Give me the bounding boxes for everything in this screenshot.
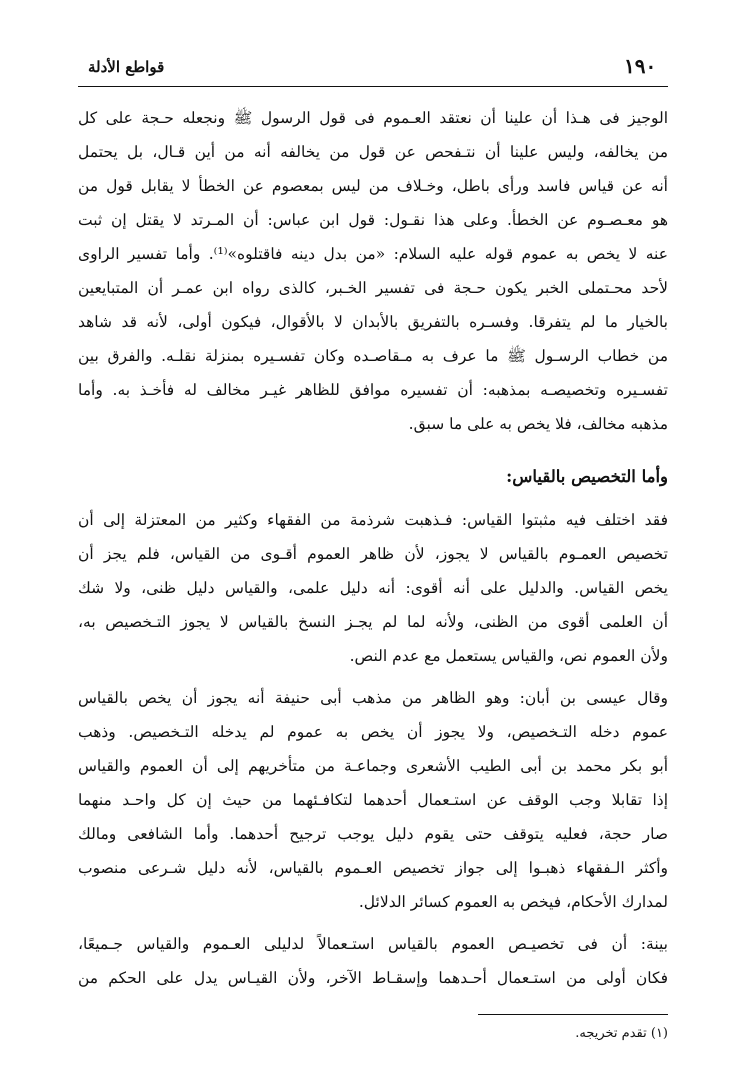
text-line: صار حجة، فعليه يتوقف حتى يقوم دليل يوجب ترجيح أحدهما. وأما الشافعى ومالك bbox=[78, 825, 668, 843]
text-line: بالخيار ما لم يتفرقا. وفسـره بالتفريق بالأبدان لا بالأقوال، فيكون أولى، لأنه قد شاهد bbox=[78, 313, 668, 331]
text-line: يخص القياس. والدليل على أنه أقوى: أنه دليل علمى، والقياس دليل ظنى، ولا شك bbox=[78, 579, 668, 597]
text-line: الوجيز فى هـذا أن علينا أن نعتقد العـموم فى قول الرسول ﷺ ونجعله حـجة على كل bbox=[78, 109, 668, 127]
text-line: تفسـيره وتخصيصـه بمذهبه: أن تفسيره موافق للظاهر غيـر مخالف له فأخـذ به. وأما bbox=[78, 381, 668, 399]
page-number: ١٩٠ bbox=[624, 54, 657, 78]
header-rule bbox=[78, 86, 668, 87]
section-heading: وأما التخصيص بالقياس: bbox=[506, 467, 668, 486]
text-line: من يخالفه، وليس علينا أن نتـفحص عن قول من يخالفه أنه من أين قـال، بل يحتمل bbox=[78, 143, 668, 161]
text-line: إذا تقابلا وجب الوقف عن استـعمال أحدهما لتكافـئهما من حيث إن كل واحـد منهما bbox=[78, 791, 668, 809]
text-line: فكان أولى من استـعمال أحـدهما وإسقـاط الآخر، ولأن القيـاس يدل على الحكم من bbox=[78, 969, 668, 987]
text-line: من خطاب الرسـول ﷺ ما عرف به مـقاصـده وكان تفسـيره بمنزلة نقلـه. والفرق بين bbox=[78, 347, 668, 365]
text-line: وأكثر الـفقهاء ذهبـوا إلى جواز تخصيص العـموم بالقياس، لأنه دليل شـرعى منصوب bbox=[78, 859, 668, 877]
text-line: وقال عيسى بن أبان: وهو الظاهر من مذهب أبى حنيفة أنه يجوز أن يخص بالقياس bbox=[78, 689, 668, 707]
footnote-rule bbox=[478, 1014, 668, 1015]
text-line: ولأن العموم نص، والقياس يستعمل مع عدم النص. bbox=[349, 647, 668, 665]
text-line: مذهبه مخالف، فلا يخص به على ما سبق. bbox=[408, 415, 668, 433]
text-line: عموم دخله التـخصيص، ولا يجوز أن يخص به عموم لم يدخله التـخصيص. وذهب bbox=[78, 723, 668, 741]
text-line: عنه لا يخص به عموم قوله عليه السلام: «من بدل دينه فاقتلوه»⁽¹⁾. وأما تفسير الراوى bbox=[78, 245, 668, 263]
running-header-title: قواطع الأدلة bbox=[88, 58, 165, 76]
text-line: هو معـصـوم عن الخطأ. وعلى هذا نقـول: قول ابن عباس: أن المـرتد لا يقتل إن ثبت bbox=[78, 211, 668, 229]
text-line: أبو بكر محمد بن أبى الطيب الأشعرى وجماعـة من متأخريهم إلى أن العموم والقياس bbox=[78, 757, 668, 775]
footnote: (١) تقدم تخريجه. bbox=[575, 1026, 668, 1041]
text-line: أن العلمى أقوى من الظنى، ولأنه لما لم يجـز النسخ بالقياس لا يجوز التـخصيص به، bbox=[78, 613, 668, 631]
text-line: فقد اختلف فيه مثبتوا القياس: فـذهبت شرذمة من الفقهاء وكثير من المعتزلة إلى أن bbox=[78, 511, 668, 529]
text-line: لمدارك الأحكام، فيخص به العموم كسائر الدلائل. bbox=[358, 893, 668, 911]
text-line: بينة: أن فى تخصيـص العموم بالقياس استـعمالاً لدليلى العـموم والقياس جـميعًا، bbox=[78, 935, 668, 953]
text-line: تخصيص العمـوم بالقياس لا يجوز، لأن ظاهر العموم أقـوى من القياس، فلم يجز أن bbox=[78, 545, 668, 563]
text-line: لأحد محـتملى الخبر يكون حـجة فى تفسير الخـبر، كالذى رواه ابن عمـر أن المتبايعين bbox=[78, 279, 668, 297]
text-line: أنه عن قياس فاسد ورأى باطل، وخـلاف من ليس بمعصوم عن الخطأ لا يقابل قول من bbox=[78, 177, 668, 195]
